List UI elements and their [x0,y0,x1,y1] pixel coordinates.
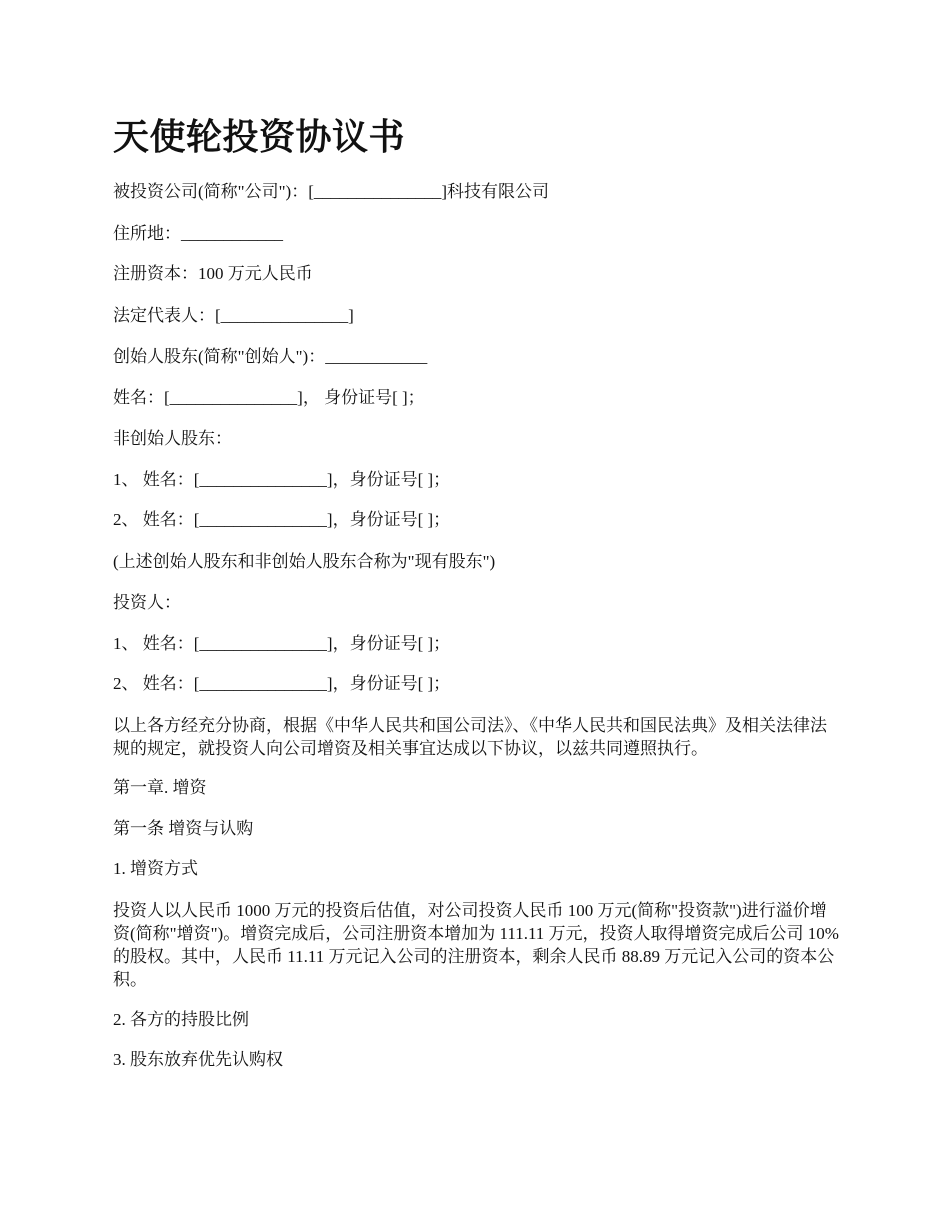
legal-representative-line: 法定代表人：[_______________] [113,306,354,325]
investor-item-2: 2、 姓名：[_______________]，身份证号[ ]； [113,674,451,693]
registered-capital-line: 注册资本：100 万元人民币 [113,264,313,283]
preamble-paragraph: 以上各方经充分协商，根据《中华人民共和国公司法》、《中华人民共和国民法典》及相关法律法规的规定，就投资人向公司增资及相关事宜达成以下协议，以兹共同遵照执行。 [113,716,827,758]
company-name-line: 被投资公司(简称"公司")：[_______________]科技有限公司 [113,182,550,201]
capital-increase-paragraph: 投资人以人民币 1000 万元的投资后估值，对公司投资人民币 100 万元(简称"投资款")进行溢价增资(简称"增资")。增资完成后，公司注册资本增加为 111.11 万元，投资人取得增资完成后公司 10%的股权。其中，人民币 11.11 万元记入公司的注册资本，剩余人民币 88.89 万元记入公司的资本公积。 [113,901,839,989]
section-heading-1: 1. 增资方式 [113,859,198,878]
section-heading-2: 2. 各方的持股比例 [113,1010,249,1029]
chapter-heading: 第一章. 增资 [113,778,207,797]
non-founder-item-2: 2、 姓名：[_______________]，身份证号[ ]； [113,510,451,529]
non-founder-heading: 非创始人股东： [113,429,232,448]
section-heading-3: 3. 股东放弃优先认购权 [113,1050,283,1069]
existing-shareholders-note: (上述创始人股东和非创始人股东合称为"现有股东") [113,552,496,571]
address-line: 住所地：____________ [113,224,283,243]
investor-heading: 投资人： [113,593,181,612]
founder-name-line: 姓名：[_______________]， 身份证号[ ]； [113,388,425,407]
document-title: 天使轮投资协议书 [113,117,406,157]
founder-shareholder-line: 创始人股东(简称"创始人")：____________ [113,347,428,366]
investor-item-1: 1、 姓名：[_______________]，身份证号[ ]； [113,634,451,653]
non-founder-item-1: 1、 姓名：[_______________]，身份证号[ ]； [113,470,451,489]
article-heading: 第一条 增资与认购 [113,819,254,838]
